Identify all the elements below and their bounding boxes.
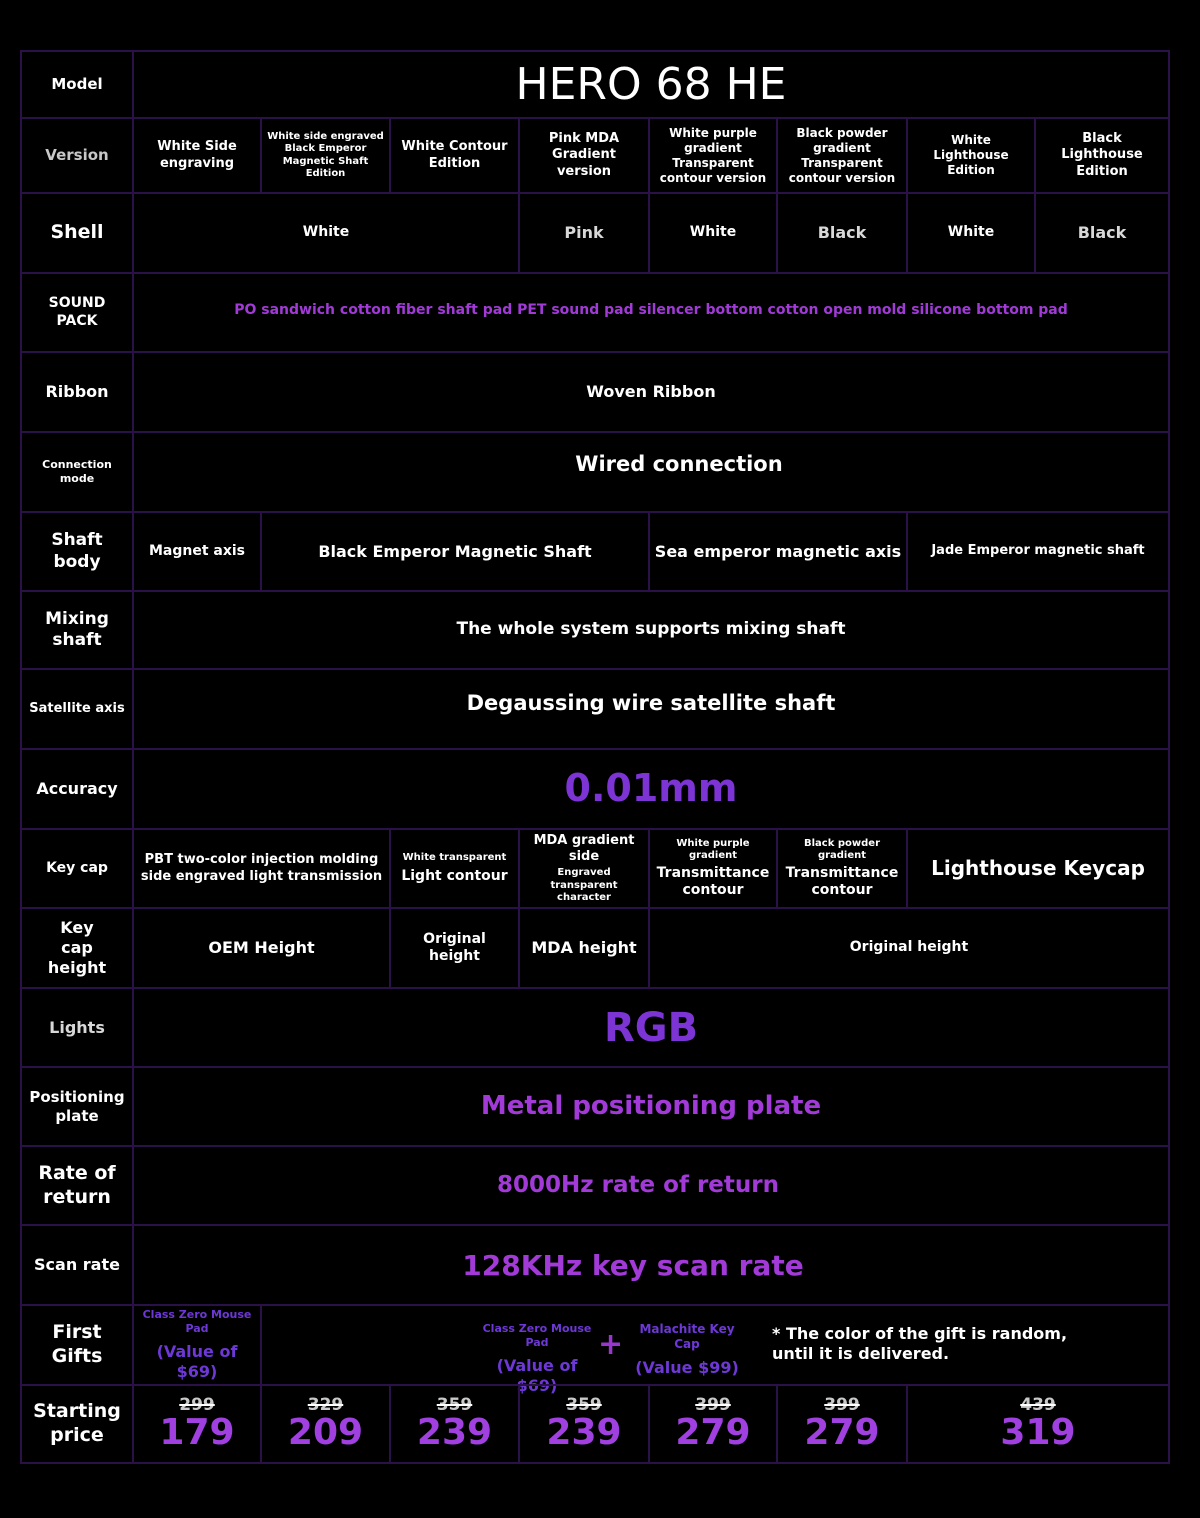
keycap-cell-note: Engraved transparent character <box>550 867 618 903</box>
new-price: 239 <box>546 1411 622 1453</box>
keycap-cell-note: White transparent <box>402 851 507 863</box>
connection-label: Connection mode <box>20 431 134 513</box>
keycap-cell-main: Transmittance contour <box>785 864 899 898</box>
shell-cell: White <box>906 192 1036 274</box>
lights-label: Lights <box>20 987 134 1068</box>
sound-pack-value: PO sandwich cotton fiber shaft pad PET sound pad silencer bottom cotton open mold silicone bottom pad <box>132 272 1170 353</box>
keycap-height-cell: Original height <box>648 907 1170 989</box>
page-title: HERO 68 HE <box>132 50 1170 119</box>
gift-combo-cell <box>260 1304 1170 1395</box>
keycap-height-cell: Original height <box>389 907 520 989</box>
connection-value: Wired connection <box>132 431 1170 513</box>
shaft-cell: Black Emperor Magnetic Shaft <box>260 511 650 592</box>
version-cell: White side engraved Black Emperor Magnetic Shaft Edition <box>260 117 391 194</box>
new-price: 279 <box>804 1411 880 1453</box>
version-label: Version <box>20 117 134 194</box>
sound-pack-label: SOUND PACK <box>20 272 134 353</box>
gift-name: Class Zero Mouse Pad <box>482 1322 592 1349</box>
keycap-cell-main: Light contour <box>401 868 508 884</box>
rate-value: 8000Hz rate of return <box>132 1145 1170 1226</box>
version-cell: Black powder gradient Transparent contour version <box>776 117 908 194</box>
gift-name: Class Zero Mouse Pad <box>142 1308 252 1335</box>
keycap-height-cell: OEM Height <box>132 907 391 989</box>
rate-label: Rate of return <box>20 1145 134 1226</box>
old-price: 439 <box>1020 1394 1056 1415</box>
old-price: 359 <box>566 1394 602 1415</box>
gift-note: * The color of the gift is random, until it is delivered. <box>772 1324 1068 1363</box>
shell-cell: White <box>648 192 778 274</box>
new-price: 279 <box>675 1411 751 1453</box>
keycap-cell <box>518 828 650 909</box>
new-price: 239 <box>416 1411 493 1453</box>
old-price: 359 <box>436 1394 473 1415</box>
shell-cell: Pink <box>518 192 650 274</box>
gift-cell <box>132 1304 262 1386</box>
shell-label: Shell <box>20 192 134 274</box>
keycap-cell <box>648 828 778 909</box>
gift-item <box>628 1322 746 1378</box>
keycap-cell-note: Black powder gradient <box>804 837 880 861</box>
shaft-cell: Sea emperor magnetic axis <box>648 511 908 592</box>
new-price: 209 <box>287 1411 364 1453</box>
plus-icon: + <box>598 1327 624 1362</box>
price-cell <box>518 1384 650 1464</box>
ribbon-label: Ribbon <box>20 351 134 433</box>
new-price: 319 <box>1000 1411 1076 1453</box>
keycap-cell-main: Transmittance contour <box>656 864 770 898</box>
shell-cell: Black <box>1034 192 1170 274</box>
lights-value: RGB <box>132 987 1170 1068</box>
version-cell: Pink MDA Gradient version <box>518 117 650 194</box>
gift-value: (Value $99) <box>635 1358 739 1377</box>
version-cell: White Lighthouse Edition <box>906 117 1036 194</box>
keycap-height-label: Key cap height <box>20 907 134 989</box>
keycap-height-cell: MDA height <box>518 907 650 989</box>
price-cell <box>389 1384 520 1464</box>
satellite-value: Degaussing wire satellite shaft <box>132 668 1170 750</box>
version-cell: White purple gradient Transparent contour version <box>648 117 778 194</box>
accuracy-value: 0.01mm <box>132 748 1170 830</box>
keycap-cell <box>776 828 908 909</box>
model-label: Model <box>20 50 134 119</box>
price-cell <box>906 1384 1170 1464</box>
scan-value: 128KHz key scan rate <box>132 1224 1170 1306</box>
old-price: 299 <box>179 1394 215 1415</box>
shell-cell: White <box>132 192 520 274</box>
shaft-cell: Jade Emperor magnetic shaft <box>906 511 1170 592</box>
keycap-cell-note: White purple gradient <box>676 837 750 861</box>
price-cell <box>776 1384 908 1464</box>
version-cell: White Side engraving <box>132 117 262 194</box>
positioning-value: Metal positioning plate <box>132 1066 1170 1147</box>
keycap-cell <box>389 828 520 909</box>
gift-name: Malachite Key Cap <box>639 1322 735 1351</box>
shaft-cell: Magnet axis <box>132 511 262 592</box>
shell-cell: Black <box>776 192 908 274</box>
old-price: 399 <box>695 1394 731 1415</box>
shaft-label: Shaft body <box>20 511 134 592</box>
keycap-label: Key cap <box>20 828 134 909</box>
ribbon-value: Woven Ribbon <box>132 351 1170 433</box>
version-cell: White Contour Edition <box>389 117 520 194</box>
gift-value: (Value of $69) <box>156 1341 238 1381</box>
keycap-cell: Lighthouse Keycap <box>906 828 1170 909</box>
old-price: 329 <box>307 1394 344 1415</box>
satellite-label: Satellite axis <box>20 668 134 750</box>
gifts-label: First Gifts <box>20 1304 134 1386</box>
new-price: 179 <box>159 1411 235 1453</box>
mixing-label: Mixing shaft <box>20 590 134 670</box>
price-cell <box>648 1384 778 1464</box>
price-label: Starting price <box>20 1384 134 1464</box>
accuracy-label: Accuracy <box>20 748 134 830</box>
old-price: 399 <box>824 1394 860 1415</box>
positioning-label: Positioning plate <box>20 1066 134 1147</box>
keycap-cell-main: MDA gradient side <box>533 832 635 864</box>
price-cell <box>132 1384 262 1464</box>
mixing-value: The whole system supports mixing shaft <box>132 590 1170 670</box>
version-cell: Black Lighthouse Edition <box>1034 117 1170 194</box>
scan-label: Scan rate <box>20 1224 134 1306</box>
gift-value: (Value of $69) <box>496 1355 578 1395</box>
price-cell <box>260 1384 391 1464</box>
keycap-cell: PBT two-color injection molding side engraved light transmission <box>132 828 391 909</box>
